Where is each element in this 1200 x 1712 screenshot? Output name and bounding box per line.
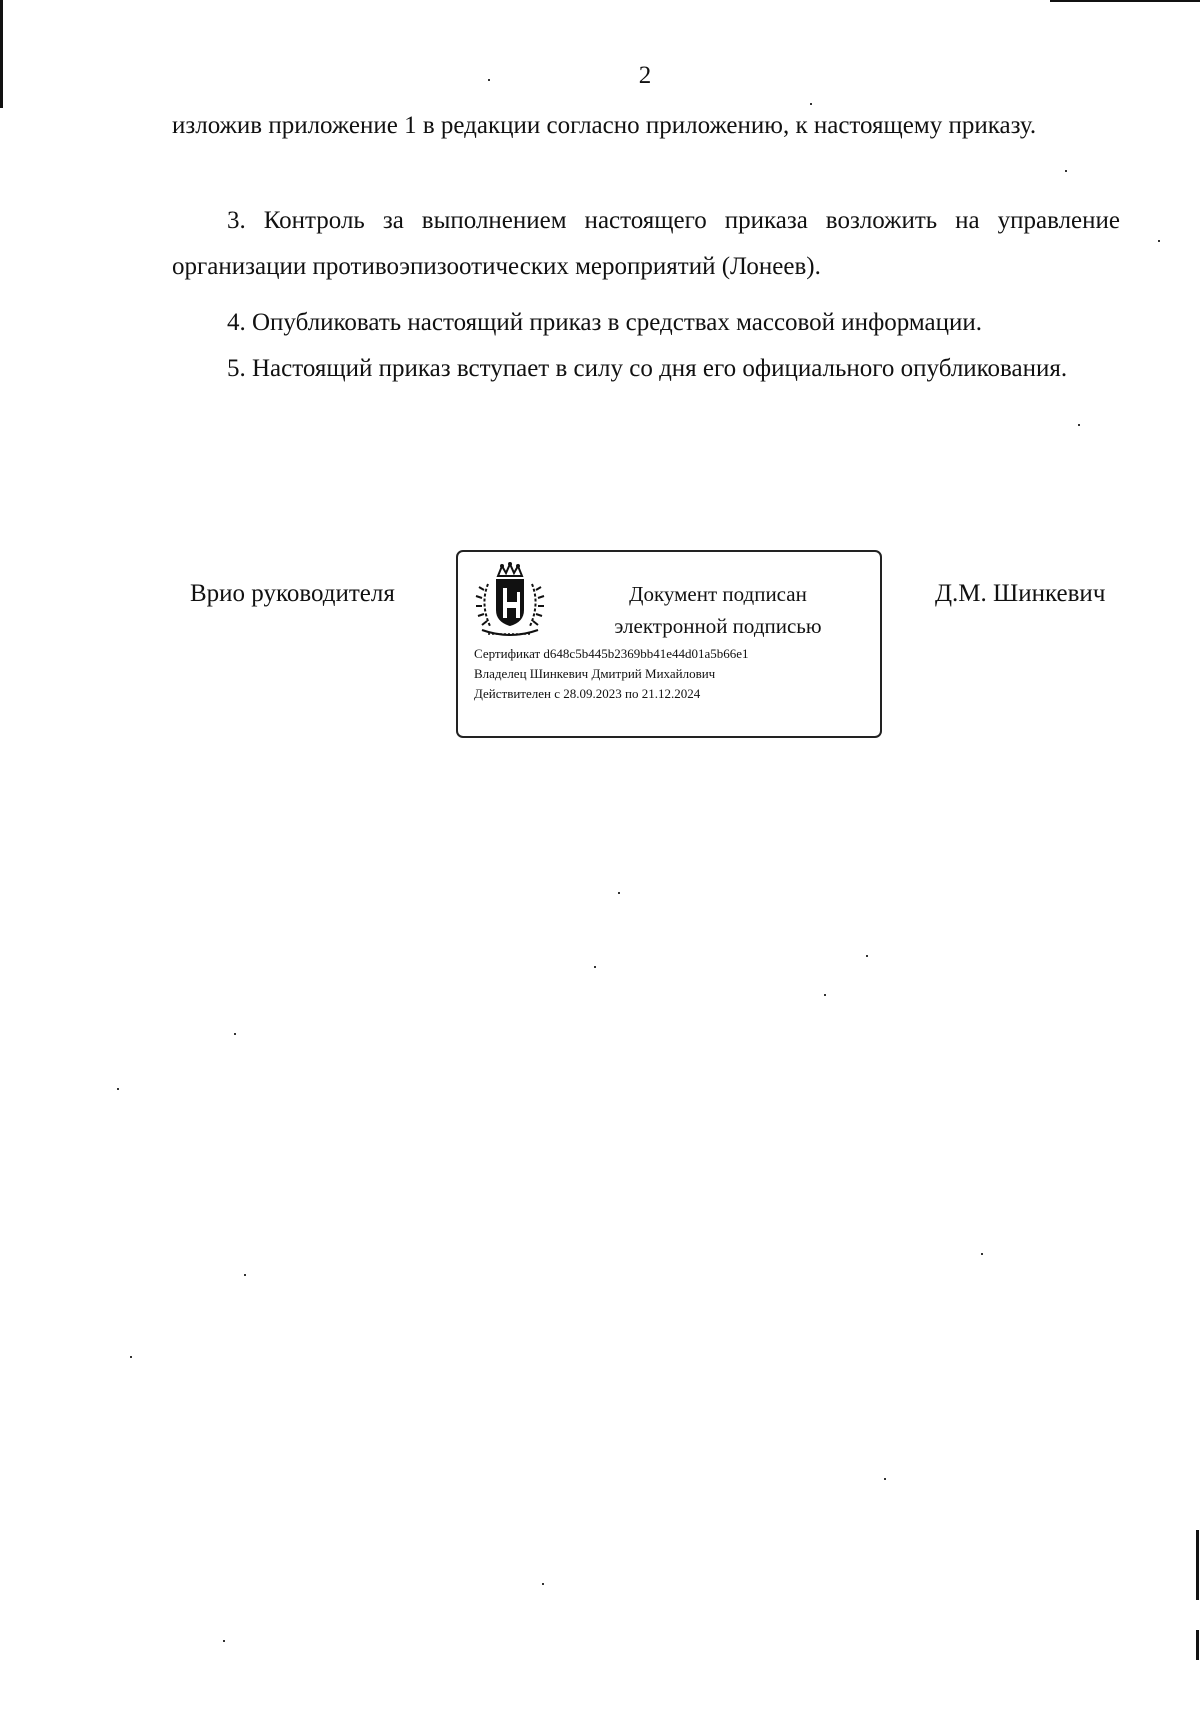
scan-edge-bottom-right-2 xyxy=(1196,1630,1199,1660)
scan-speck xyxy=(824,994,826,996)
stamp-title-line-1: Документ подписан xyxy=(629,582,807,606)
scan-speck xyxy=(884,1478,886,1480)
scan-speck xyxy=(244,1274,246,1276)
page-number: 2 xyxy=(638,62,652,89)
paragraph-publish: 4. Опубликовать настоящий приказ в средствах массовой информации. xyxy=(227,309,983,336)
stamp-certificate: Сертификат d648c5b445b2369bb41e44d01a5b66e1 xyxy=(474,646,749,661)
scan-speck xyxy=(117,1088,119,1090)
scan-speck xyxy=(618,892,620,894)
stamp-details xyxy=(474,644,749,704)
paragraph-control: 3. Контроль за выполнением настоящего приказа возложить на управление организации противоэпизоотических мероприятий (Лонеев). xyxy=(172,207,1120,280)
stamp-title xyxy=(578,578,858,642)
scan-speck xyxy=(1158,240,1160,242)
signatory-name: Д.М. Шинкевич xyxy=(935,580,1106,607)
electronic-signature-stamp xyxy=(456,550,882,738)
scan-speck xyxy=(866,955,868,957)
signatory-position: Врио руководителя xyxy=(190,580,395,607)
stamp-owner: Владелец Шинкевич Дмитрий Михайлович xyxy=(474,666,716,681)
scan-speck xyxy=(130,1356,132,1358)
scan-speck xyxy=(234,1033,236,1035)
scan-speck xyxy=(981,1253,983,1255)
paragraph-appendix: изложив приложение 1 в редакции согласно приложению, к настоящему приказу. xyxy=(172,112,1037,139)
scan-speck xyxy=(1078,424,1080,426)
scan-edge-bottom-right xyxy=(1196,1530,1199,1600)
paragraph-effective: 5. Настоящий приказ вступает в силу со дня его официального опубликования. xyxy=(227,355,1068,382)
scan-edge-left xyxy=(0,0,3,108)
coat-of-arms-icon xyxy=(474,562,546,640)
scan-speck xyxy=(223,1640,225,1642)
stamp-title-line-2: электронной подписью xyxy=(614,614,822,638)
stamp-validity: Действителен с 28.09.2023 по 21.12.2024 xyxy=(474,686,701,701)
scan-speck xyxy=(542,1583,544,1585)
scan-speck xyxy=(1065,170,1067,172)
scan-edge-top-right xyxy=(1050,0,1200,2)
scan-speck xyxy=(594,966,596,968)
